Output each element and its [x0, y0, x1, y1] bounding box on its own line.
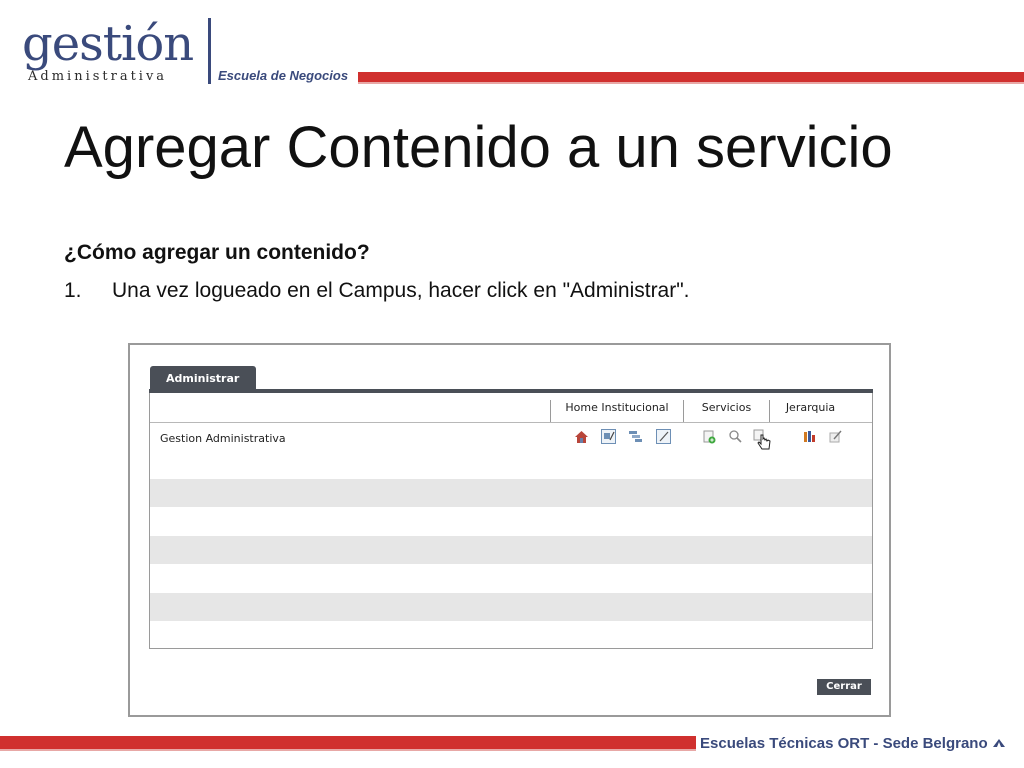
step-item [64, 279, 690, 303]
slide-title: Agregar Contenido a un servicio [64, 115, 893, 180]
add-content-icon[interactable] [702, 429, 717, 444]
footer-text [700, 735, 1006, 752]
table-row [150, 593, 872, 621]
header-rule [358, 72, 1024, 82]
grid-header [150, 393, 872, 423]
table-row [150, 479, 872, 507]
edit-page-icon[interactable] [656, 429, 671, 444]
home-icon[interactable] [574, 429, 589, 444]
footer-rule [0, 736, 696, 749]
close-button[interactable]: Cerrar [817, 679, 871, 695]
books-icon[interactable] [802, 429, 817, 444]
row-label: Gestion Administrativa [160, 432, 286, 445]
edit-icon[interactable] [828, 429, 843, 444]
step-number: 1. [64, 279, 82, 302]
footer-mark-icon [992, 737, 1006, 749]
admin-panel-screenshot [128, 343, 891, 717]
step-text: Una vez logueado en el Campus, hacer click en "Administrar". [112, 279, 690, 302]
search-icon[interactable] [728, 429, 743, 444]
logo-main-text: gestión [22, 16, 194, 72]
admin-grid [149, 393, 873, 649]
logo-sub-text: Administrativa [28, 69, 168, 84]
logo-divider [208, 18, 211, 84]
column-jerarquia: Jerarquia [769, 400, 851, 422]
structure-icon[interactable] [628, 429, 643, 444]
tab-administrar[interactable]: Administrar [150, 366, 256, 391]
column-servicios: Servicios [683, 400, 769, 422]
edit-layout-icon[interactable] [601, 429, 616, 444]
column-home-institucional: Home Institucional [550, 400, 683, 422]
table-row [150, 536, 872, 564]
question-heading: ¿Cómo agregar un contenido? [64, 241, 370, 264]
footer-label: Escuelas Técnicas ORT - Sede Belgrano [700, 735, 988, 752]
logo [22, 18, 222, 88]
logo-tagline: Escuela de Negocios [218, 68, 349, 83]
table-row [150, 423, 872, 451]
pointer-hand-icon[interactable] [753, 429, 773, 451]
